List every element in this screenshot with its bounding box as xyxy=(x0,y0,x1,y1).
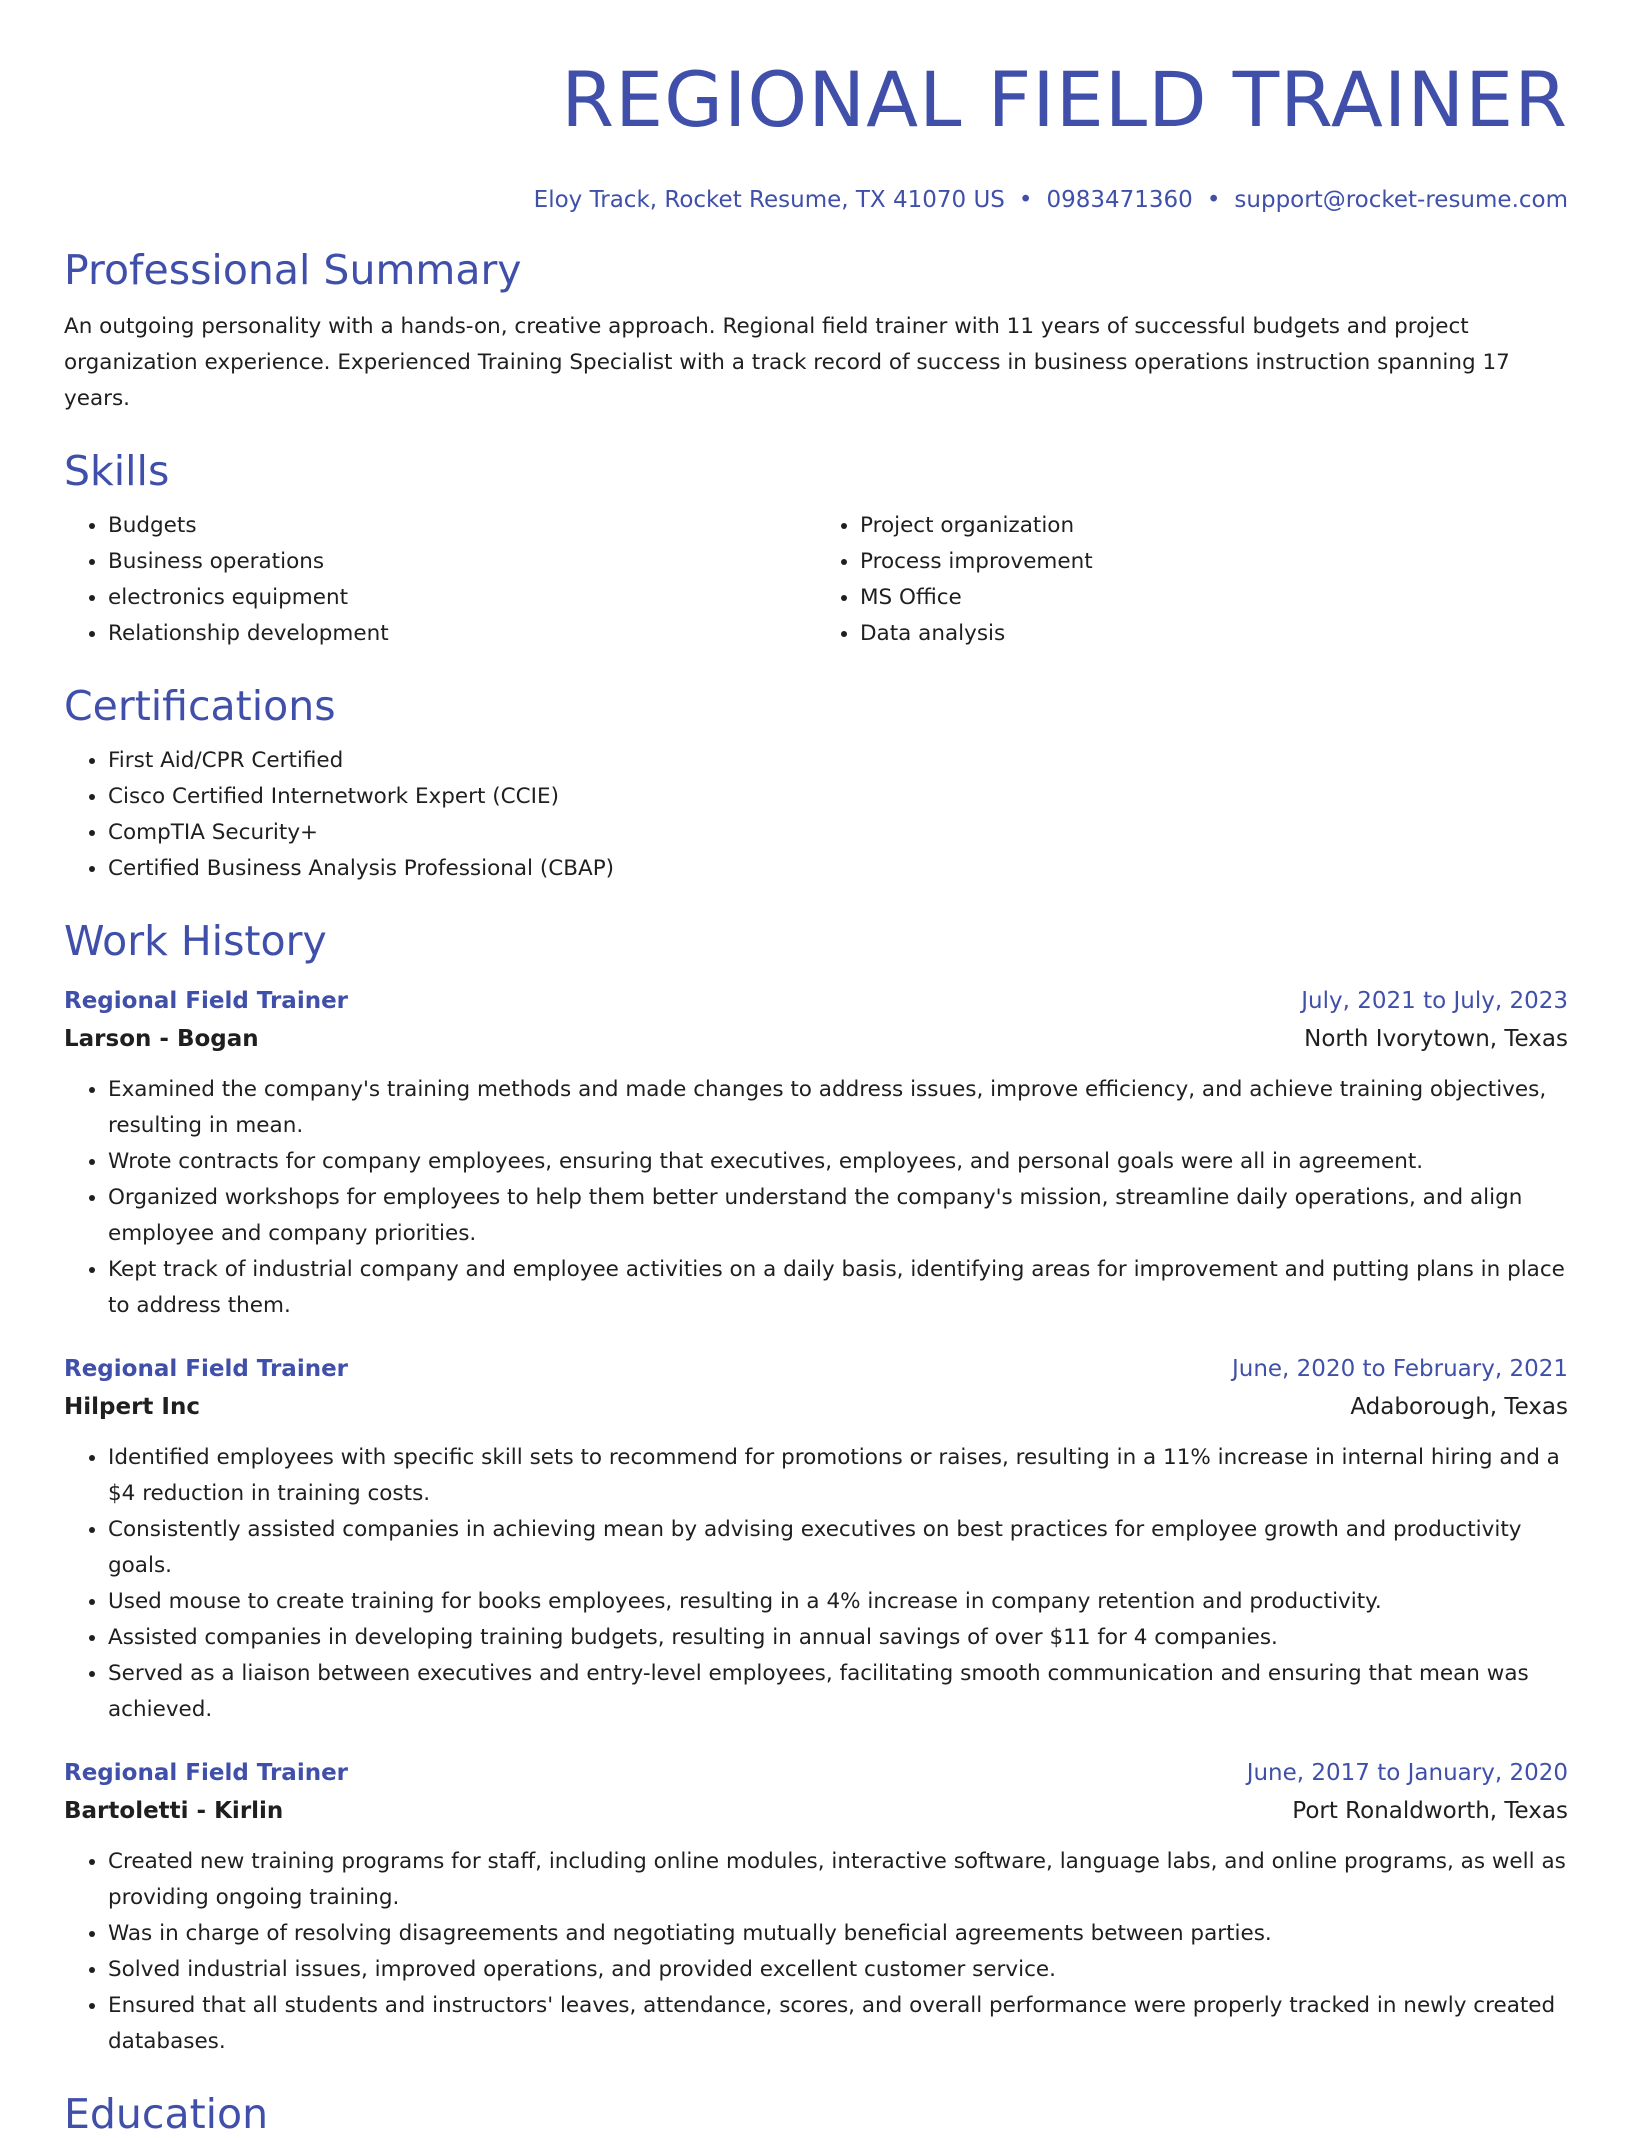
job-header xyxy=(64,1350,1568,1388)
work-history-heading: Work History xyxy=(64,917,327,965)
job-location: North Ivorytown, Texas xyxy=(1304,1026,1568,1052)
job-bullets xyxy=(64,1440,1568,1728)
skills-list xyxy=(64,508,1568,652)
summary-heading: Professional Summary xyxy=(64,246,522,294)
job-bullet: • Was in charge of resolving disagreements and negotiating mutually beneficial agreements between parties. xyxy=(108,1916,1568,1952)
contact-email[interactable]: support@rocket-resume.com xyxy=(1234,187,1568,213)
job-location: Port Ronaldworth, Texas xyxy=(1292,1798,1568,1824)
job-bullet: • Solved industrial issues, improved operations, and provided excellent customer service. xyxy=(108,1952,1568,1988)
job-bullet: • Wrote contracts for company employees, ensuring that executives, employees, and personal goals were all in agreement. xyxy=(108,1144,1568,1180)
job-header xyxy=(64,1754,1568,1792)
job-title: Regional Field Trainer xyxy=(64,1356,349,1382)
job-bullet: • Used mouse to create training for books employees, resulting in a 4% increase in company retention and productivity. xyxy=(108,1584,1568,1620)
skill-item: • electronics equipment xyxy=(108,580,816,616)
job-bullet: • Identified employees with specific skill sets to recommend for promotions or raises, resulting in a 11% increase in internal hiring and a $4 reduction in training costs. xyxy=(108,1440,1568,1512)
skills-column-left xyxy=(64,508,816,652)
job-entry xyxy=(64,1350,1568,1728)
skill-item: • Relationship development xyxy=(108,616,816,652)
job-dates: July, 2021 to July, 2023 xyxy=(1301,988,1568,1014)
certification-item: • Cisco Certified Internetwork Expert (CCIE) xyxy=(108,779,1568,815)
job-bullet: • Kept track of industrial company and employee activities on a daily basis, identifying areas for improvement and putting plans in place to address them. xyxy=(108,1252,1568,1324)
certification-item: • First Aid/CPR Certified xyxy=(108,743,1568,779)
job-employer: Bartoletti - Kirlin xyxy=(64,1798,284,1824)
skill-item: • Business operations xyxy=(108,544,816,580)
job-location: Adaborough, Texas xyxy=(1350,1394,1568,1420)
skill-item: • Project organization xyxy=(860,508,1568,544)
job-bullet: • Ensured that all students and instructors' leaves, attendance, scores, and overall performance were properly tracked in newly created databases. xyxy=(108,1988,1568,2060)
job-dates: June, 2020 to February, 2021 xyxy=(1231,1356,1568,1382)
contact-line xyxy=(64,184,1568,216)
education-heading: Education xyxy=(64,2090,269,2138)
job-subheader xyxy=(64,1020,1568,1058)
job-subheader xyxy=(64,1792,1568,1830)
contact-separator: • xyxy=(1206,187,1221,213)
job-bullet: • Consistently assisted companies in achieving mean by advising executives on best practices for employee growth and productivity goals. xyxy=(108,1512,1568,1584)
certifications-heading: Certifications xyxy=(64,682,336,730)
job-entry xyxy=(64,1754,1568,2060)
skill-item: • MS Office xyxy=(860,580,1568,616)
job-bullet: • Created new training programs for staff, including online modules, interactive software, language labs, and online programs, as well as providing ongoing training. xyxy=(108,1844,1568,1916)
job-bullet: • Organized workshops for employees to help them better understand the company's mission, streamline daily operations, and align employee and company priorities. xyxy=(108,1180,1568,1252)
certification-item: • CompTIA Security+ xyxy=(108,815,1568,851)
job-entry xyxy=(64,982,1568,1324)
job-title: Regional Field Trainer xyxy=(64,1760,349,1786)
job-bullet: • Served as a liaison between executives and entry-level employees, facilitating smooth communication and ensuring that mean was achieved. xyxy=(108,1656,1568,1728)
certification-item: • Certified Business Analysis Professional (CBAP) xyxy=(108,851,1568,887)
job-bullets xyxy=(64,1844,1568,2060)
skills-column-right xyxy=(816,508,1568,652)
contact-address: Eloy Track, Rocket Resume, TX 41070 US xyxy=(533,187,1005,213)
job-title: Regional Field Trainer xyxy=(64,988,349,1014)
job-bullets xyxy=(64,1072,1568,1324)
contact-separator: • xyxy=(1018,187,1033,213)
job-subheader xyxy=(64,1388,1568,1426)
skill-item: • Data analysis xyxy=(860,616,1568,652)
skill-item: • Budgets xyxy=(108,508,816,544)
summary-text: An outgoing personality with a hands-on, creative approach. Regional field trainer with 11 years of successful budgets and project organization experience. Experienced Training Specialist with a track record of success in business operations instruction spanning 17 years. xyxy=(64,314,1510,411)
job-dates: June, 2017 to January, 2020 xyxy=(1246,1760,1568,1786)
job-employer: Larson - Bogan xyxy=(64,1026,259,1052)
job-bullet: • Examined the company's training methods and made changes to address issues, improve efficiency, and achieve training objectives, resulting in mean. xyxy=(108,1072,1568,1144)
job-bullet: • Assisted companies in developing training budgets, resulting in annual savings of over $11 for 4 companies. xyxy=(108,1620,1568,1656)
certifications-list xyxy=(64,743,1568,887)
contact-phone: 0983471360 xyxy=(1046,187,1193,213)
skill-item: • Process improvement xyxy=(860,544,1568,580)
job-employer: Hilpert Inc xyxy=(64,1394,200,1420)
job-header xyxy=(64,982,1568,1020)
skills-heading: Skills xyxy=(64,447,170,495)
resume-name: REGIONAL FIELD TRAINER xyxy=(561,55,1568,144)
